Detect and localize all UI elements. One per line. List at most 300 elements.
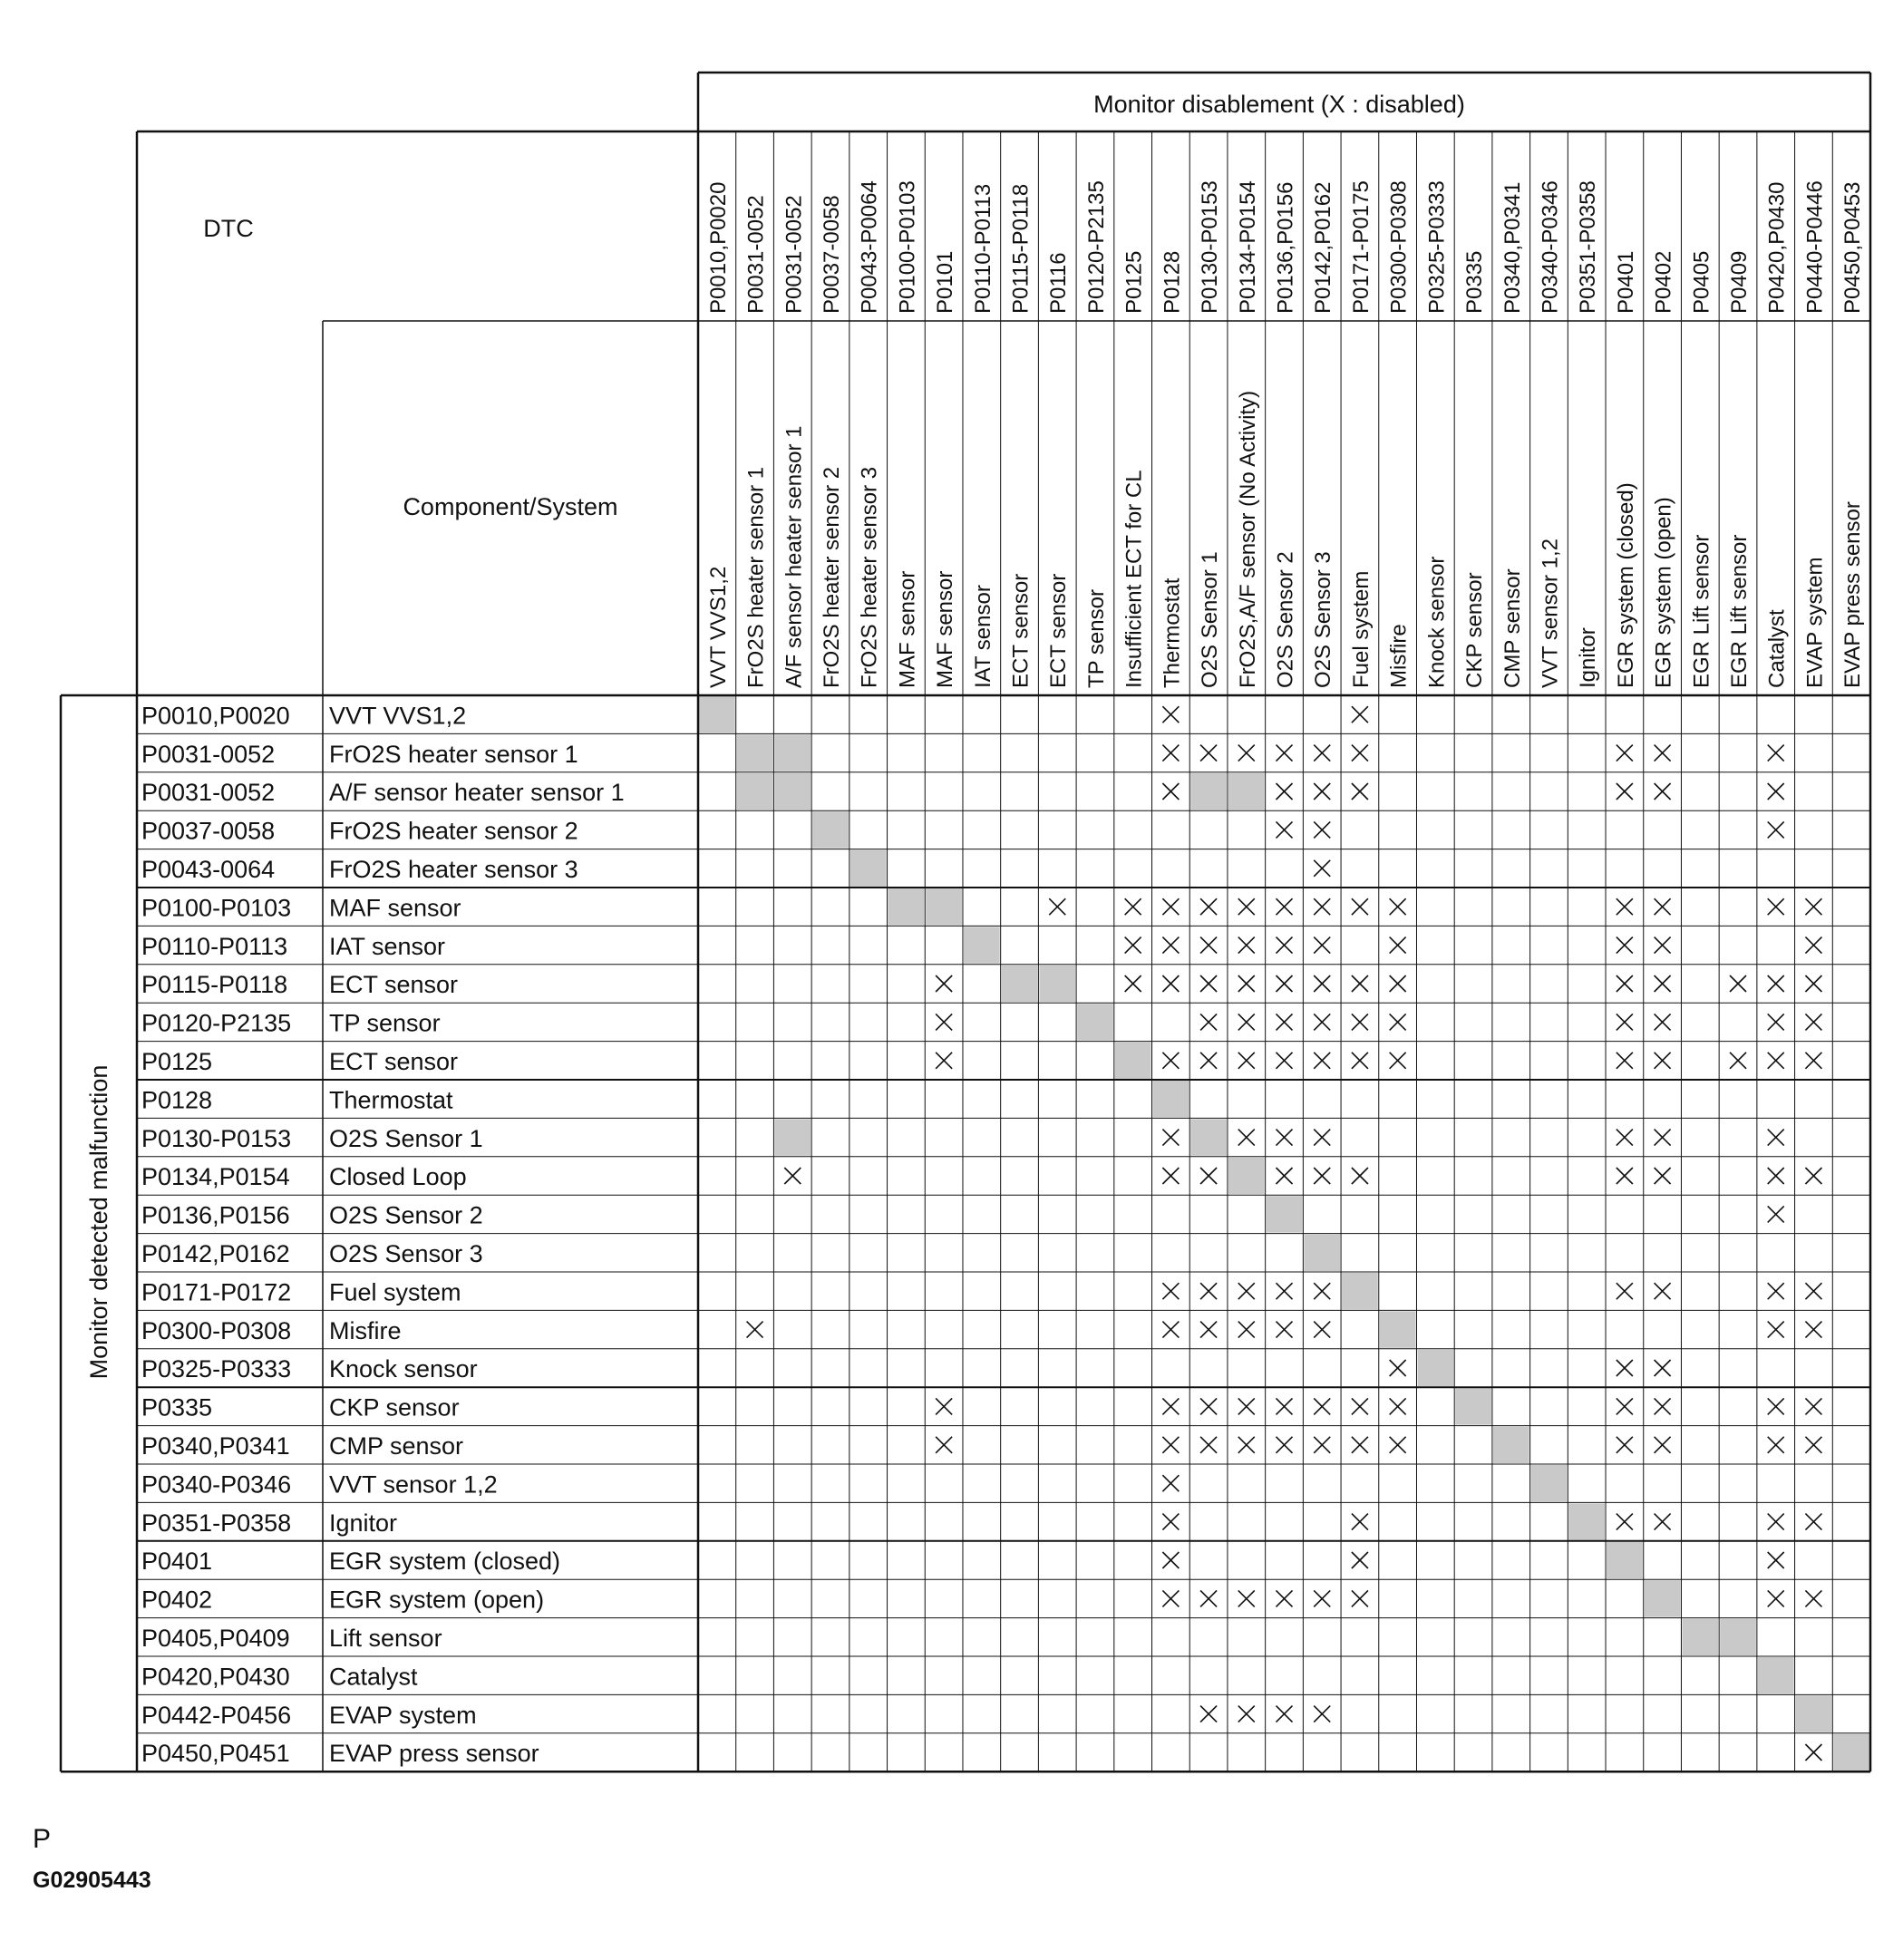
disabled-x-mark xyxy=(1238,1283,1255,1299)
disabled-x-mark xyxy=(1238,937,1255,954)
disabled-x-mark xyxy=(1390,1398,1406,1414)
row-dtc-code: P0110-P0113 xyxy=(141,932,288,960)
shaded-cell xyxy=(812,811,849,848)
disabled-x-mark xyxy=(1805,1283,1821,1299)
row-dtc-code: P0031-0052 xyxy=(141,779,276,807)
row-dtc-code: P0130-P0153 xyxy=(141,1124,292,1152)
row-dtc-code: P0340,P0341 xyxy=(141,1432,290,1460)
shaded-cell xyxy=(1190,1119,1227,1155)
disabled-x-mark xyxy=(1768,745,1784,762)
disabled-x-mark xyxy=(1200,1590,1217,1606)
row-component-name: EVAP system xyxy=(329,1701,477,1729)
column-name-label: VVT sensor 1,2 xyxy=(1538,539,1563,688)
row-dtc-code: P0450,P0451 xyxy=(141,1740,290,1768)
disabled-x-mark xyxy=(1805,937,1821,954)
column-name-label: Thermostat xyxy=(1160,577,1185,688)
disabled-x-mark xyxy=(1162,1283,1179,1299)
column-code-label: P0409 xyxy=(1727,250,1753,314)
shaded-cell xyxy=(926,888,962,925)
shaded-cell xyxy=(737,773,773,810)
row-dtc-code: P0120-P2135 xyxy=(141,1009,292,1037)
column-code-label: P0171-P0175 xyxy=(1348,180,1374,314)
shaded-cell xyxy=(888,888,925,925)
row-dtc-code: P0010,P0020 xyxy=(141,702,290,730)
disabled-x-mark xyxy=(1768,1283,1784,1299)
disabled-x-mark xyxy=(1805,1437,1821,1453)
disabled-x-mark xyxy=(1768,1514,1784,1530)
row-dtc-code: P0100-P0103 xyxy=(141,894,292,922)
row-component-name: Misfire xyxy=(329,1316,402,1344)
row-dtc-code: P0136,P0156 xyxy=(141,1201,290,1229)
disabled-x-mark xyxy=(1162,975,1179,992)
disabled-x-mark xyxy=(1655,937,1671,954)
shaded-cell xyxy=(1153,1081,1189,1117)
column-code-label: P0125 xyxy=(1121,250,1147,314)
disabled-x-mark xyxy=(1162,1130,1179,1146)
row-component-name: Lift sensor xyxy=(329,1625,442,1652)
shaded-cell xyxy=(1228,1158,1265,1194)
row-dtc-code: P0402 xyxy=(141,1586,213,1614)
column-code-label: P0101 xyxy=(933,250,958,314)
row-dtc-code: P0401 xyxy=(141,1548,213,1576)
disabled-x-mark xyxy=(1352,745,1368,762)
row-dtc-code: P0043-0064 xyxy=(141,856,276,883)
column-code-label: P0440-P0446 xyxy=(1802,180,1828,314)
disabled-x-mark xyxy=(1200,937,1217,954)
disabled-x-mark xyxy=(1768,1322,1784,1338)
row-component-name: O2S Sensor 2 xyxy=(329,1201,483,1229)
disabled-x-mark xyxy=(1617,745,1633,762)
disabled-x-mark xyxy=(1352,1168,1368,1184)
disabled-x-mark xyxy=(1768,1398,1784,1414)
column-name-label: EGR system (open) xyxy=(1651,497,1676,688)
row-component-name: CKP sensor xyxy=(329,1393,460,1421)
column-code-label: P0043-P0064 xyxy=(857,180,882,314)
disabled-x-mark xyxy=(1617,1168,1633,1184)
column-code-label: P0031-0052 xyxy=(743,195,769,314)
disabled-x-mark xyxy=(1238,745,1255,762)
disabled-x-mark xyxy=(1390,1360,1406,1376)
disabled-x-mark xyxy=(1805,1014,1821,1030)
row-dtc-code: P0300-P0308 xyxy=(141,1316,292,1344)
disabled-x-mark xyxy=(1390,1437,1406,1453)
disabled-x-mark xyxy=(1768,1014,1784,1030)
disabled-x-mark xyxy=(936,1437,952,1453)
disabled-x-mark xyxy=(1238,1053,1255,1069)
disabled-x-mark xyxy=(1352,1053,1368,1069)
disabled-x-mark xyxy=(1277,975,1293,992)
column-name-label: ECT sensor xyxy=(1008,573,1034,688)
disabled-x-mark xyxy=(784,1168,801,1184)
column-name-label: FrO2S,A/F sensor (No Activity) xyxy=(1235,390,1260,688)
row-component-name: Thermostat xyxy=(329,1086,453,1114)
shaded-cell xyxy=(774,734,811,771)
row-dtc-code: P0405,P0409 xyxy=(141,1625,290,1652)
column-name-label: Fuel system xyxy=(1348,570,1374,688)
disabled-x-mark xyxy=(1277,937,1293,954)
disabled-x-mark xyxy=(1277,1398,1293,1414)
disabled-x-mark xyxy=(1390,1014,1406,1030)
disabled-x-mark xyxy=(1768,1168,1784,1184)
disabled-x-mark xyxy=(1768,898,1784,915)
disabled-x-mark xyxy=(1655,898,1671,915)
disabled-x-mark xyxy=(936,1398,952,1414)
disabled-x-mark xyxy=(1390,1053,1406,1069)
row-component-name: FrO2S heater sensor 2 xyxy=(329,817,578,845)
column-name-label: EGR Lift sensor xyxy=(1689,534,1714,688)
disabled-x-mark xyxy=(1617,1514,1633,1530)
footer-letter: P xyxy=(33,1824,52,1854)
disabled-x-mark xyxy=(1162,898,1179,915)
column-code-label: P0300-P0308 xyxy=(1386,180,1412,314)
row-component-name: ECT sensor xyxy=(329,1048,459,1075)
disabled-x-mark xyxy=(1162,1514,1179,1530)
row-dtc-code: P0340-P0346 xyxy=(141,1470,292,1499)
disabled-x-mark xyxy=(1655,1283,1671,1299)
shaded-cell xyxy=(774,773,811,810)
disabled-x-mark xyxy=(1314,1590,1330,1606)
disabled-x-mark xyxy=(1352,975,1368,992)
disabled-x-mark xyxy=(1277,1437,1293,1453)
column-name-label: MAF sensor xyxy=(895,570,920,688)
disabled-x-mark xyxy=(1238,975,1255,992)
shaded-cell xyxy=(1607,1542,1643,1578)
disabled-x-mark xyxy=(1162,745,1179,762)
disabled-x-mark xyxy=(1277,1130,1293,1146)
disabled-x-mark xyxy=(1238,1398,1255,1414)
row-component-name: EVAP press sensor xyxy=(329,1740,539,1768)
disabled-x-mark xyxy=(1805,1168,1821,1184)
disabled-x-mark xyxy=(1200,1437,1217,1453)
row-component-name: TP sensor xyxy=(329,1009,441,1037)
column-name-label: TP sensor xyxy=(1083,589,1109,688)
column-code-label: P0401 xyxy=(1613,250,1638,314)
disabled-x-mark xyxy=(1125,937,1141,954)
column-name-label: A/F sensor heater sensor 1 xyxy=(782,425,807,688)
disabled-x-mark xyxy=(1200,1168,1217,1184)
disabled-x-mark xyxy=(1277,1590,1293,1606)
column-code-label: P0120-P2135 xyxy=(1083,180,1109,314)
row-component-name: IAT sensor xyxy=(329,932,446,960)
disabled-x-mark xyxy=(1655,1168,1671,1184)
column-code-label: P0110-P0113 xyxy=(970,183,995,314)
disabled-x-mark xyxy=(1655,745,1671,762)
disabled-x-mark xyxy=(1314,1437,1330,1453)
disabled-x-mark xyxy=(1314,975,1330,992)
column-name-label: O2S Sensor 3 xyxy=(1311,551,1336,688)
shaded-cell xyxy=(1796,1695,1832,1732)
disabled-x-mark xyxy=(1277,1014,1293,1030)
disabled-x-mark xyxy=(1162,937,1179,954)
disabled-x-mark xyxy=(1352,783,1368,800)
disabled-x-mark xyxy=(1768,821,1784,838)
disabled-x-mark xyxy=(1805,898,1821,915)
disabled-x-mark xyxy=(1655,1514,1671,1530)
shaded-cell xyxy=(1304,1235,1340,1271)
disabled-x-mark xyxy=(1162,1168,1179,1184)
shaded-cell xyxy=(1568,1503,1605,1539)
disabled-x-mark xyxy=(1277,783,1293,800)
disabled-x-mark xyxy=(1768,1053,1784,1069)
disabled-x-mark xyxy=(1768,1130,1784,1146)
disabled-x-mark xyxy=(1200,745,1217,762)
shaded-cell xyxy=(1380,1311,1416,1347)
disabled-x-mark xyxy=(1162,783,1179,800)
column-code-label: P0100-P0103 xyxy=(895,180,920,314)
disabled-x-mark xyxy=(1238,1014,1255,1030)
row-component-name: EGR system (open) xyxy=(329,1586,545,1614)
disabled-x-mark xyxy=(1314,745,1330,762)
disabled-x-mark xyxy=(1314,821,1330,838)
shaded-cell xyxy=(1833,1734,1869,1771)
column-code-label: P0351-P0358 xyxy=(1576,180,1601,314)
column-name-label: ECT sensor xyxy=(1046,573,1072,688)
column-name-label: EVAP system xyxy=(1802,557,1828,688)
disabled-x-mark xyxy=(1277,898,1293,915)
monitor-disablement-title: Monitor disablement (X : disabled) xyxy=(1093,91,1465,118)
column-name-label: CMP sensor xyxy=(1500,568,1525,688)
row-dtc-code: P0031-0052 xyxy=(141,740,276,768)
disabled-x-mark xyxy=(1805,1744,1821,1761)
disabled-x-mark xyxy=(1200,1014,1217,1030)
shaded-cell xyxy=(1342,1273,1378,1309)
column-name-label: IAT sensor xyxy=(970,585,995,688)
disabled-x-mark xyxy=(1200,1283,1217,1299)
row-dtc-code: P0134,P0154 xyxy=(141,1163,290,1191)
shaded-cell xyxy=(1417,1350,1453,1386)
disabled-x-mark xyxy=(1125,898,1141,915)
shaded-cell xyxy=(1190,773,1227,810)
disabled-x-mark xyxy=(1352,1437,1368,1453)
disabled-x-mark xyxy=(1200,1706,1217,1722)
shaded-cell xyxy=(964,927,1000,963)
disabled-x-mark xyxy=(1049,898,1065,915)
shaded-cell xyxy=(1682,1619,1718,1655)
column-name-label: VVT VVS1,2 xyxy=(705,566,731,688)
row-dtc-code: P0142,P0162 xyxy=(141,1240,290,1267)
disabled-x-mark xyxy=(1805,1322,1821,1338)
disabled-x-mark xyxy=(1617,1360,1633,1376)
row-component-name: Ignitor xyxy=(329,1509,398,1537)
row-dtc-code: P0420,P0430 xyxy=(141,1663,290,1691)
disabled-x-mark xyxy=(1200,1322,1217,1338)
column-name-label: CKP sensor xyxy=(1462,572,1488,688)
disabled-x-mark xyxy=(1125,975,1141,992)
disabled-x-mark xyxy=(1655,975,1671,992)
disabled-x-mark xyxy=(1314,1130,1330,1146)
column-name-label: Misfire xyxy=(1386,624,1412,688)
column-name-label: FrO2S heater sensor 1 xyxy=(743,466,769,688)
column-code-label: P0136,P0156 xyxy=(1273,181,1298,314)
row-component-name: Closed Loop xyxy=(329,1163,467,1191)
disabled-x-mark xyxy=(1617,975,1633,992)
disabled-x-mark xyxy=(1352,898,1368,915)
column-code-label: P0450,P0453 xyxy=(1840,181,1866,314)
disabled-x-mark xyxy=(1768,1552,1784,1568)
column-code-label: P0420,P0430 xyxy=(1764,181,1790,314)
row-dtc-code: P0125 xyxy=(141,1048,213,1075)
column-code-label: P0340,P0341 xyxy=(1500,181,1525,314)
disabled-x-mark xyxy=(1277,821,1293,838)
row-component-name: Knock sensor xyxy=(329,1355,478,1383)
column-code-label: P0130-P0153 xyxy=(1198,180,1223,314)
column-code-label: P0325-P0333 xyxy=(1424,180,1450,314)
row-dtc-code: P0335 xyxy=(141,1393,213,1421)
row-component-name: MAF sensor xyxy=(329,894,461,922)
row-dtc-code: P0115-P0118 xyxy=(141,971,288,999)
column-name-label: Knock sensor xyxy=(1424,556,1450,688)
shaded-cell xyxy=(1645,1580,1681,1616)
disabled-x-mark xyxy=(1352,1514,1368,1530)
disabled-x-mark xyxy=(1200,1053,1217,1069)
column-code-label: P0010,P0020 xyxy=(705,181,731,314)
disabled-x-mark xyxy=(1314,1053,1330,1069)
shaded-cell xyxy=(1493,1427,1529,1463)
shaded-cell xyxy=(1267,1196,1303,1232)
monitor-detected-malfunction-label: Monitor detected malfunction xyxy=(85,1064,112,1380)
disabled-x-mark xyxy=(1200,1398,1217,1414)
row-dtc-code: P0171-P0172 xyxy=(141,1278,292,1306)
column-code-label: P0340-P0346 xyxy=(1538,180,1563,314)
disabled-x-mark xyxy=(1768,1590,1784,1606)
disabled-x-mark xyxy=(936,975,952,992)
disabled-x-mark xyxy=(1277,1053,1293,1069)
shaded-cell xyxy=(1039,965,1075,1002)
column-code-label: P0405 xyxy=(1689,250,1714,314)
disabled-x-mark xyxy=(1238,1322,1255,1338)
disabled-x-mark xyxy=(1314,1283,1330,1299)
disabled-x-mark xyxy=(1617,898,1633,915)
shaded-cell xyxy=(1455,1388,1491,1424)
disabled-x-mark xyxy=(1277,1322,1293,1338)
disabled-x-mark xyxy=(1314,1322,1330,1338)
disabled-x-mark xyxy=(1805,1590,1821,1606)
disabled-x-mark xyxy=(1314,1398,1330,1414)
column-name-label: EVAP press sensor xyxy=(1840,501,1866,688)
column-name-label: O2S Sensor 1 xyxy=(1198,551,1223,688)
shaded-cell xyxy=(1758,1657,1794,1693)
disabled-x-mark xyxy=(1617,937,1633,954)
disabled-x-mark xyxy=(1655,1360,1671,1376)
disabled-x-mark xyxy=(1314,898,1330,915)
disabled-x-mark xyxy=(1238,1130,1255,1146)
disabled-x-mark xyxy=(1805,1053,1821,1069)
disabled-x-mark xyxy=(1805,1398,1821,1414)
row-dtc-code: P0037-0058 xyxy=(141,817,276,845)
shaded-cell xyxy=(1531,1465,1568,1501)
shaded-cell xyxy=(1115,1043,1151,1079)
disabled-x-mark xyxy=(1617,1053,1633,1069)
disabled-x-mark xyxy=(1768,1437,1784,1453)
disabled-x-mark xyxy=(1162,1053,1179,1069)
shaded-cell xyxy=(699,696,735,733)
disabled-x-mark xyxy=(747,1322,763,1338)
disabled-x-mark xyxy=(1238,1590,1255,1606)
column-name-label: O2S Sensor 2 xyxy=(1273,551,1298,688)
disabled-x-mark xyxy=(1352,1590,1368,1606)
row-component-name: FrO2S heater sensor 3 xyxy=(329,856,578,883)
disabled-x-mark xyxy=(1655,1130,1671,1146)
disabled-x-mark xyxy=(1730,975,1746,992)
shaded-cell xyxy=(1228,773,1265,810)
column-code-label: P0134-P0154 xyxy=(1235,180,1260,314)
column-code-label: P0115-P0118 xyxy=(1008,183,1034,314)
row-component-name: ECT sensor xyxy=(329,971,459,999)
disabled-x-mark xyxy=(1277,1283,1293,1299)
row-component-name: Catalyst xyxy=(329,1663,418,1691)
disabled-x-mark xyxy=(1314,1168,1330,1184)
disabled-x-mark xyxy=(1390,975,1406,992)
disabled-x-mark xyxy=(1617,1130,1633,1146)
row-component-name: FrO2S heater sensor 1 xyxy=(329,740,578,768)
disabled-x-mark xyxy=(1352,1014,1368,1030)
disabled-x-mark xyxy=(1390,937,1406,954)
disabled-x-mark xyxy=(1655,1053,1671,1069)
disabled-x-mark xyxy=(1162,1475,1179,1491)
disabled-x-mark xyxy=(1805,1514,1821,1530)
disabled-x-mark xyxy=(1617,1437,1633,1453)
disabled-x-mark xyxy=(1655,783,1671,800)
shaded-cell xyxy=(1002,965,1038,1002)
disabled-x-mark xyxy=(1200,975,1217,992)
disabled-x-mark xyxy=(1655,1014,1671,1030)
row-component-name: VVT VVS1,2 xyxy=(329,702,467,730)
disabled-x-mark xyxy=(1162,706,1179,723)
column-name-label: Ignitor xyxy=(1576,627,1601,688)
disabled-x-mark xyxy=(1617,783,1633,800)
row-component-name: Fuel system xyxy=(329,1278,461,1306)
disabled-x-mark xyxy=(1805,975,1821,992)
row-dtc-code: P0325-P0333 xyxy=(141,1355,292,1383)
disabled-x-mark xyxy=(1277,745,1293,762)
row-component-name: VVT sensor 1,2 xyxy=(329,1470,498,1499)
row-dtc-code: P0351-P0358 xyxy=(141,1509,292,1537)
row-component-name: EGR system (closed) xyxy=(329,1548,561,1576)
row-dtc-code: P0442-P0456 xyxy=(141,1701,292,1729)
disabled-x-mark xyxy=(1617,1283,1633,1299)
disabled-x-mark xyxy=(1352,706,1368,723)
column-name-label: FrO2S heater sensor 3 xyxy=(857,466,882,688)
column-code-label: P0128 xyxy=(1160,250,1185,314)
disabled-x-mark xyxy=(1314,1014,1330,1030)
disabled-x-mark xyxy=(1314,860,1330,877)
component-system-header-label: Component/System xyxy=(403,493,618,520)
figure-code: G02905443 xyxy=(33,1868,151,1893)
row-component-name: CMP sensor xyxy=(329,1432,464,1460)
shaded-cell xyxy=(774,1119,811,1155)
disabled-x-mark xyxy=(1314,1706,1330,1722)
disabled-x-mark xyxy=(1314,783,1330,800)
disabled-x-mark xyxy=(1768,1206,1784,1222)
column-name-label: EGR Lift sensor xyxy=(1727,534,1753,688)
row-component-name: O2S Sensor 3 xyxy=(329,1240,483,1267)
shaded-cell xyxy=(850,850,887,887)
disabled-x-mark xyxy=(1162,1552,1179,1568)
shaded-cell xyxy=(737,734,773,771)
shaded-cell xyxy=(1077,1004,1113,1040)
column-code-label: P0031-0052 xyxy=(782,195,807,314)
column-name-label: MAF sensor xyxy=(933,570,958,688)
column-name-label: Insufficient ECT for CL xyxy=(1121,470,1147,688)
disabled-x-mark xyxy=(1352,1552,1368,1568)
disabled-x-mark xyxy=(1162,1322,1179,1338)
row-component-name: A/F sensor heater sensor 1 xyxy=(329,779,625,807)
disabled-x-mark xyxy=(1200,898,1217,915)
column-code-label: P0402 xyxy=(1651,250,1676,314)
disabled-x-mark xyxy=(1277,1706,1293,1722)
disabled-x-mark xyxy=(1768,783,1784,800)
row-component-name: O2S Sensor 1 xyxy=(329,1124,483,1152)
